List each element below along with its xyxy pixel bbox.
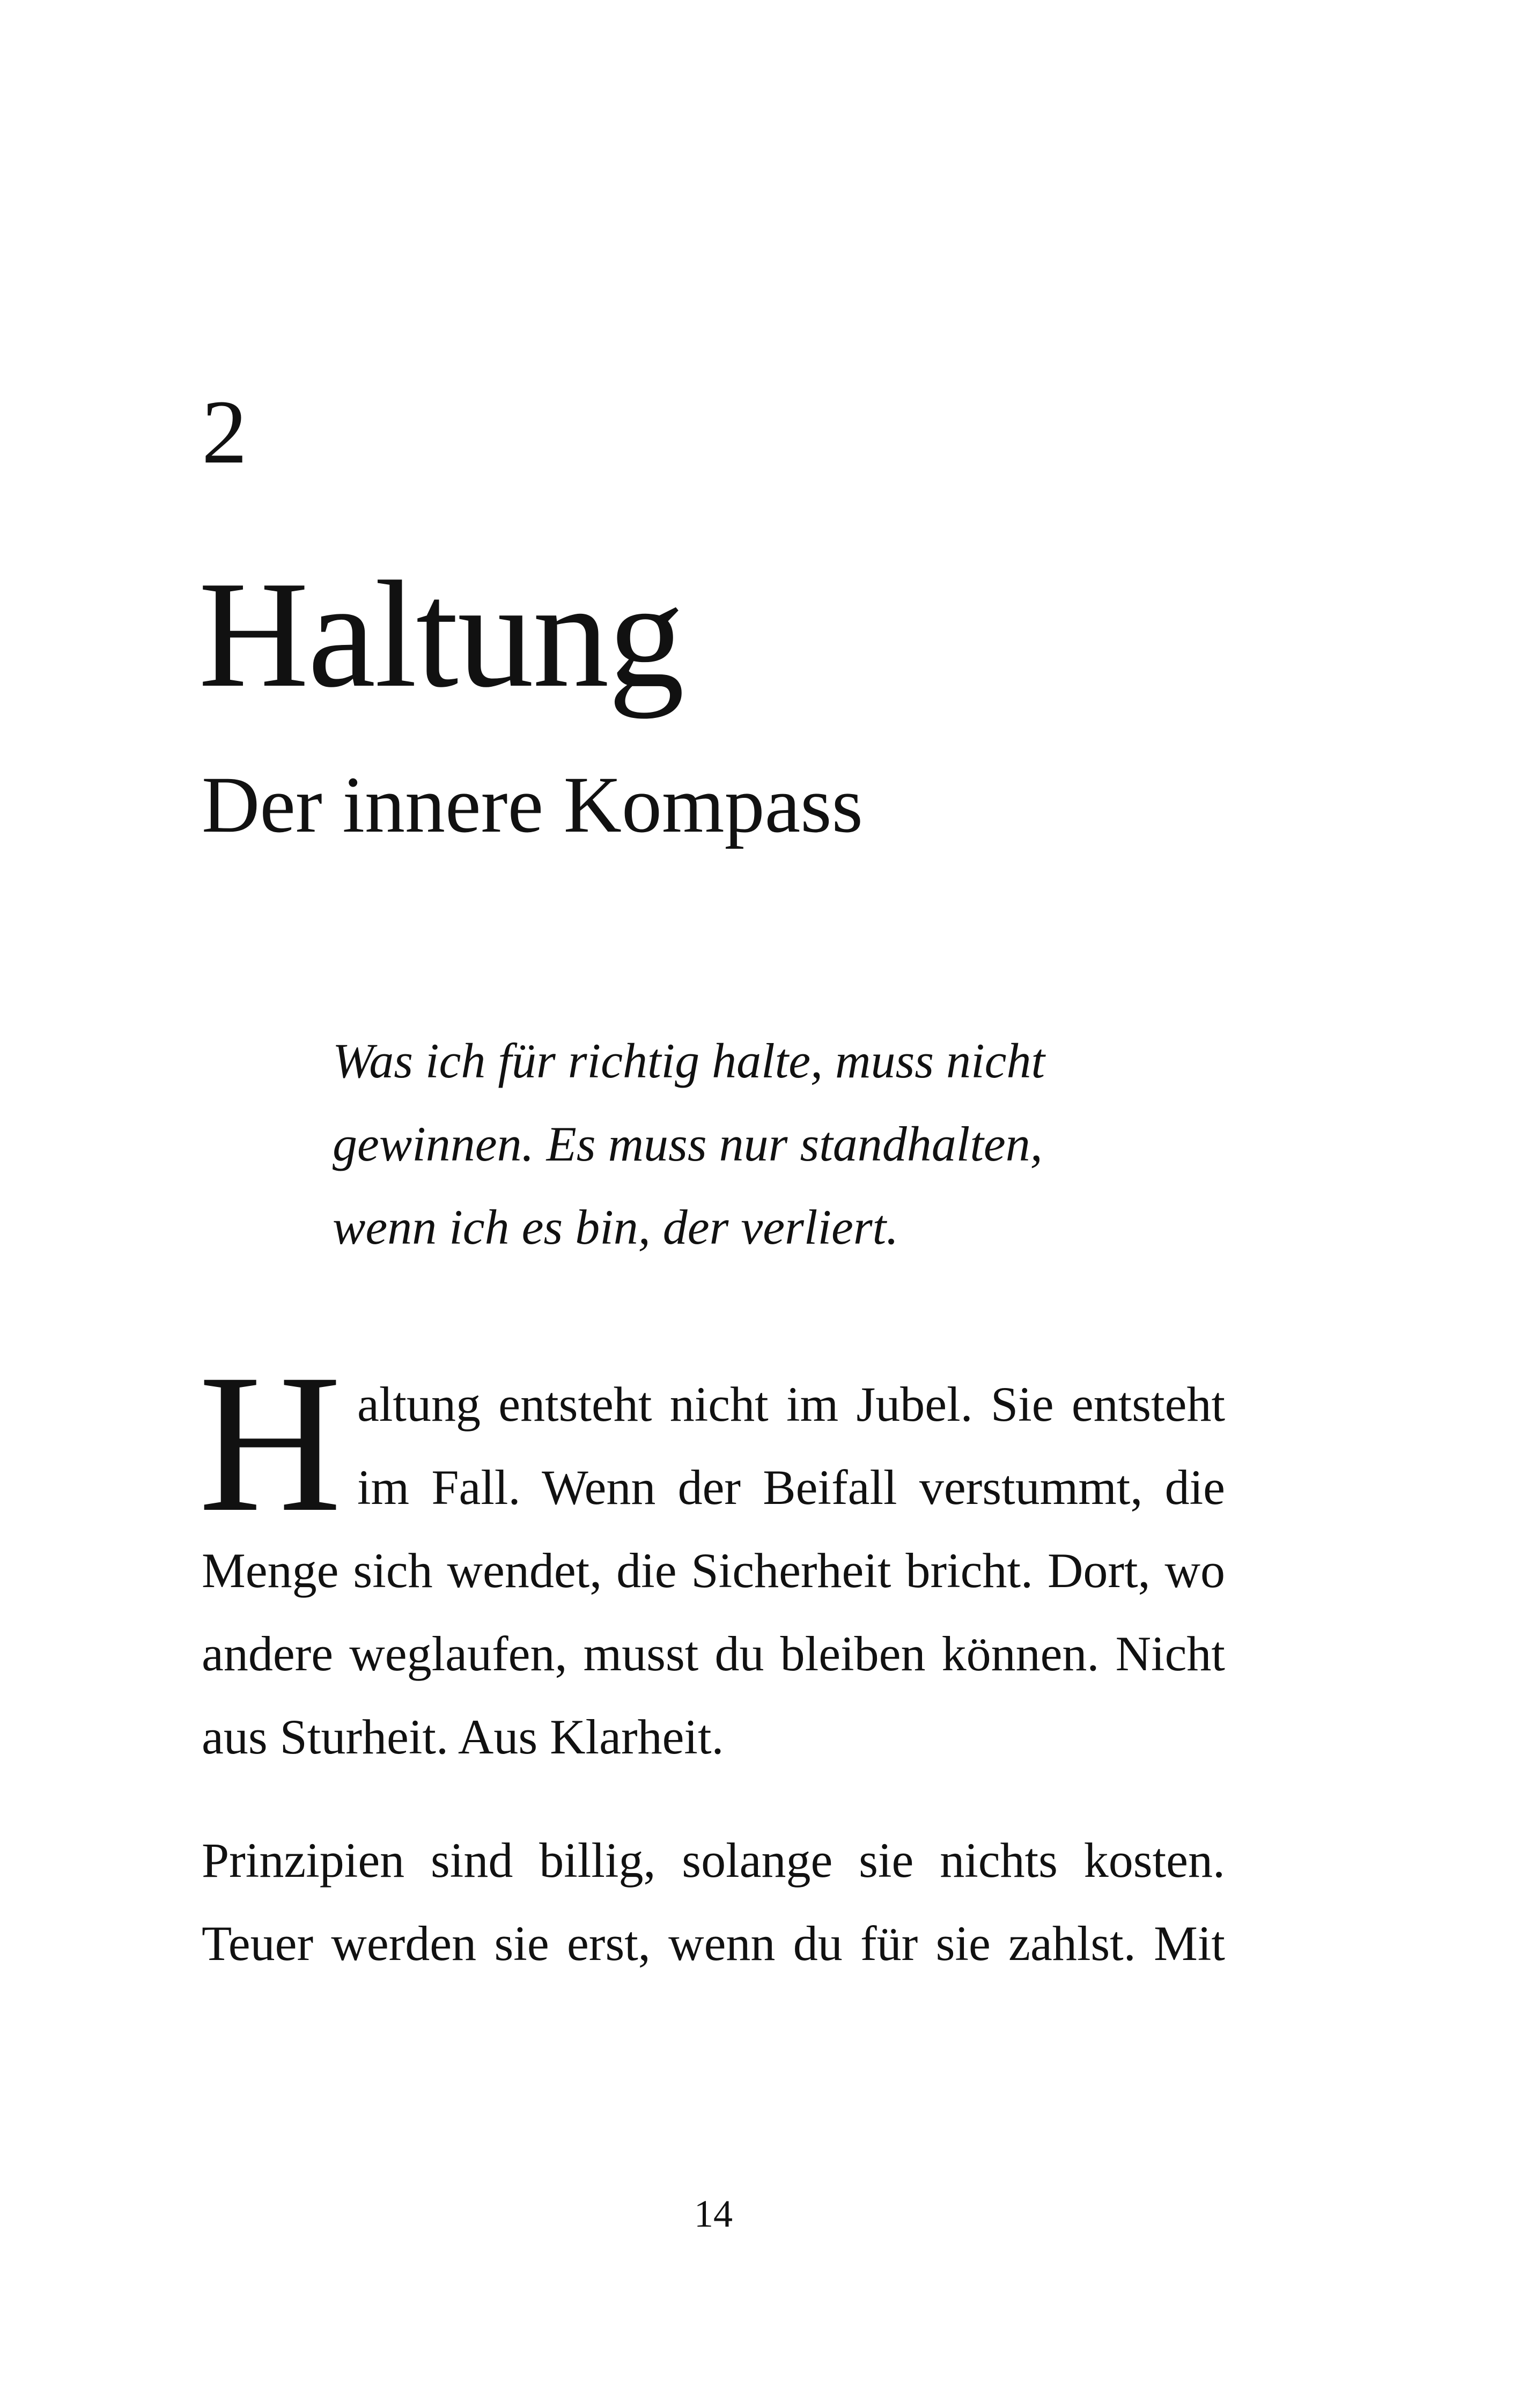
chapter-number: 2 bbox=[202, 381, 247, 482]
chapter-title: Haltung bbox=[198, 549, 684, 719]
paragraph-line: aus Sturheit. Aus Klarheit. bbox=[202, 1709, 724, 1764]
chapter-subtitle: Der innere Kompass bbox=[202, 760, 863, 849]
page-number: 14 bbox=[694, 2192, 733, 2235]
body-paragraph bbox=[202, 1363, 1225, 1779]
epigraph-line: Was ich für richtig halte, muss nicht bbox=[333, 1033, 1045, 1088]
epigraph-line: wenn ich es bin, der verliert. bbox=[333, 1200, 899, 1254]
paragraph-line: Prinzipien sind billig, solange sie nichts kosten. bbox=[202, 1833, 1225, 1888]
paragraph-line: andere weglaufen, musst du bleiben können. Nicht bbox=[202, 1626, 1225, 1681]
paragraph-line: altung entsteht nicht im Jubel. Sie entsteht bbox=[357, 1377, 1225, 1431]
paragraph-line: im Fall. Wenn der Beifall verstummt, die bbox=[357, 1460, 1225, 1515]
epigraph bbox=[333, 1019, 1137, 1269]
drop-cap: H bbox=[198, 1333, 342, 1553]
paragraph-line: Menge sich wendet, die Sicherheit bricht. Dort, wo bbox=[202, 1543, 1225, 1598]
paragraph-line: Teuer werden sie erst, wenn du für sie zahlst. Mit bbox=[202, 1916, 1225, 1971]
epigraph-line: gewinnen. Es muss nur standhalten, bbox=[333, 1117, 1043, 1171]
body-paragraph bbox=[202, 1819, 1225, 1985]
